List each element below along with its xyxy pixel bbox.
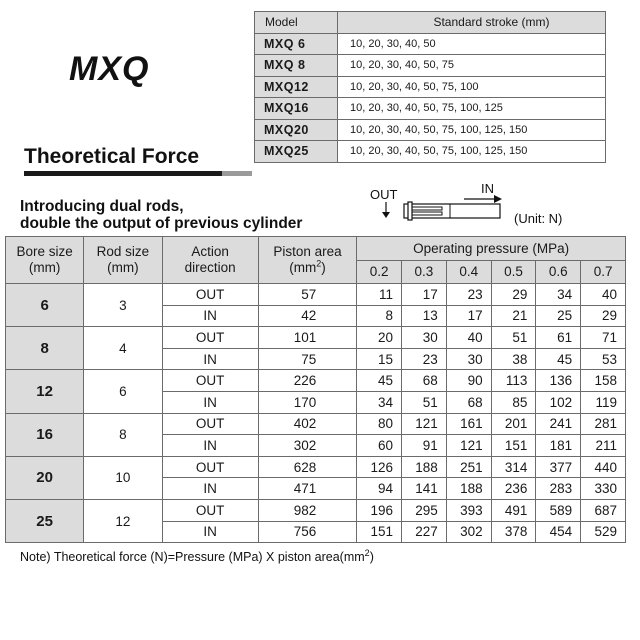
force-value-cell: 302 [446,521,491,543]
force-value-cell: 17 [446,305,491,327]
action-direction-cell: IN [162,521,258,543]
rod-size-header: Rod size (mm) [84,237,162,284]
in-label: IN [481,181,494,196]
action-direction-cell: IN [162,435,258,457]
rod-size-cell: 4 [84,327,162,370]
force-row [6,284,626,306]
model-name: MXQ25 [255,141,338,163]
standard-strokes: 10, 20, 30, 40, 50, 75, 100, 125, 150 [338,141,606,163]
title-underline [24,171,252,176]
force-row [6,370,626,392]
force-value-cell: 25 [536,305,581,327]
model-row [255,33,606,55]
section-title: Theoretical Force [24,145,200,168]
force-value-cell: 295 [402,499,447,521]
force-value-cell: 236 [491,478,536,500]
pressure-header: 0.6 [536,261,581,284]
force-value-cell: 30 [446,348,491,370]
operating-pressure-header: Operating pressure (MPa) [357,237,626,261]
force-value-cell: 45 [536,348,581,370]
force-value-cell: 68 [446,391,491,413]
action-direction-cell: OUT [162,456,258,478]
pressure-header: 0.4 [446,261,491,284]
model-name: MXQ 8 [255,55,338,77]
bore-size-cell: 25 [6,499,84,542]
rod-size-cell: 12 [84,499,162,542]
force-value-cell: 181 [536,435,581,457]
force-value-cell: 51 [491,327,536,349]
force-value-cell: 38 [491,348,536,370]
force-value-cell: 29 [491,284,536,306]
standard-strokes: 10, 20, 30, 40, 50 [338,33,606,55]
piston-area-cell: 75 [258,348,356,370]
pressure-header: 0.7 [581,261,626,284]
force-value-cell: 188 [402,456,447,478]
force-row [6,456,626,478]
force-value-cell: 60 [357,435,402,457]
action-direction-cell: OUT [162,499,258,521]
bore-size-cell: 20 [6,456,84,499]
piston-area-cell: 226 [258,370,356,392]
action-direction-cell: IN [162,478,258,500]
series-logo: MXQ [69,50,150,88]
force-value-cell: 126 [357,456,402,478]
force-value-cell: 85 [491,391,536,413]
action-direction-header: Action direction [162,237,258,284]
action-direction-cell: OUT [162,413,258,435]
force-value-cell: 21 [491,305,536,327]
action-direction-cell: IN [162,305,258,327]
force-value-cell: 71 [581,327,626,349]
force-value-cell: 13 [402,305,447,327]
force-value-cell: 158 [581,370,626,392]
pressure-header: 0.2 [357,261,402,284]
out-label: OUT [370,187,398,202]
standard-strokes: 10, 20, 30, 40, 50, 75, 100 [338,76,606,98]
force-value-cell: 227 [402,521,447,543]
force-value-cell: 45 [357,370,402,392]
bore-size-cell: 12 [6,370,84,413]
action-direction-cell: OUT [162,327,258,349]
model-row [255,76,606,98]
force-value-cell: 40 [581,284,626,306]
force-value-cell: 15 [357,348,402,370]
piston-area-cell: 756 [258,521,356,543]
force-value-cell: 589 [536,499,581,521]
piston-area-cell: 170 [258,391,356,413]
force-value-cell: 687 [581,499,626,521]
piston-area-cell: 42 [258,305,356,327]
bore-size-cell: 16 [6,413,84,456]
stroke-header: Standard stroke (mm) [338,12,606,34]
force-value-cell: 188 [446,478,491,500]
force-value-cell: 454 [536,521,581,543]
force-value-cell: 29 [581,305,626,327]
rod-size-cell: 10 [84,456,162,499]
intro-text [20,198,302,232]
force-value-cell: 314 [491,456,536,478]
piston-area-cell: 402 [258,413,356,435]
rod-size-cell: 6 [84,370,162,413]
force-value-cell: 80 [357,413,402,435]
force-value-cell: 53 [581,348,626,370]
force-value-cell: 11 [357,284,402,306]
force-value-cell: 377 [536,456,581,478]
rod-size-cell: 3 [84,284,162,327]
force-value-cell: 141 [402,478,447,500]
force-value-cell: 281 [581,413,626,435]
cylinder-diagram-graphic [368,180,508,226]
force-value-cell: 330 [581,478,626,500]
piston-area-cell: 628 [258,456,356,478]
action-direction-cell: OUT [162,284,258,306]
force-value-cell: 51 [402,391,447,413]
theoretical-force-table [5,236,626,543]
model-row [255,119,606,141]
force-row [6,327,626,349]
force-value-cell: 90 [446,370,491,392]
piston-area-header: Piston area $(mm^2)$ [258,237,356,284]
piston-area-cell: 57 [258,284,356,306]
force-value-cell: 136 [536,370,581,392]
force-value-cell: 23 [446,284,491,306]
pressure-header: 0.5 [491,261,536,284]
standard-strokes: 10, 20, 30, 40, 50, 75, 100, 125, 150 [338,119,606,141]
force-row [6,499,626,521]
force-value-cell: 196 [357,499,402,521]
force-value-cell: 211 [581,435,626,457]
force-value-cell: 68 [402,370,447,392]
force-value-cell: 102 [536,391,581,413]
force-value-cell: 34 [357,391,402,413]
force-row [6,413,626,435]
model-name: MXQ 6 [255,33,338,55]
force-value-cell: 251 [446,456,491,478]
standard-strokes: 10, 20, 30, 40, 50, 75 [338,55,606,77]
force-value-cell: 30 [402,327,447,349]
model-stroke-table [254,11,606,163]
piston-area-cell: 302 [258,435,356,457]
unit-label: (Unit: N) [514,211,563,226]
cylinder-diagram [368,180,508,226]
force-value-cell: 20 [357,327,402,349]
force-value-cell: 161 [446,413,491,435]
force-value-cell: 61 [536,327,581,349]
force-value-cell: 241 [536,413,581,435]
force-value-cell: 491 [491,499,536,521]
force-value-cell: 8 [357,305,402,327]
bore-size-cell: 6 [6,284,84,327]
model-name: MXQ12 [255,76,338,98]
force-value-cell: 121 [446,435,491,457]
model-row [255,98,606,120]
force-value-cell: 440 [581,456,626,478]
model-name: MXQ16 [255,98,338,120]
force-value-cell: 17 [402,284,447,306]
model-row [255,141,606,163]
force-value-cell: 151 [357,521,402,543]
intro-line-1: Introducing dual rods, [20,198,184,215]
force-value-cell: 201 [491,413,536,435]
force-value-cell: 94 [357,478,402,500]
model-row [255,55,606,77]
force-value-cell: 529 [581,521,626,543]
force-value-cell: 283 [536,478,581,500]
action-direction-cell: IN [162,348,258,370]
model-name: MXQ20 [255,119,338,141]
force-value-cell: 34 [536,284,581,306]
force-value-cell: 113 [491,370,536,392]
force-value-cell: 91 [402,435,447,457]
rod-size-cell: 8 [84,413,162,456]
force-value-cell: 23 [402,348,447,370]
bore-size-cell: 8 [6,327,84,370]
force-value-cell: 121 [402,413,447,435]
action-direction-cell: IN [162,391,258,413]
pressure-header: 0.3 [402,261,447,284]
intro-line-2: double the output of previous cylinder [20,215,303,232]
piston-area-cell: 101 [258,327,356,349]
force-value-cell: 119 [581,391,626,413]
force-value-cell: 393 [446,499,491,521]
piston-area-cell: 471 [258,478,356,500]
action-direction-cell: OUT [162,370,258,392]
force-value-cell: 40 [446,327,491,349]
bore-size-header: Bore size (mm) [6,237,84,284]
force-value-cell: 378 [491,521,536,543]
piston-area-cell: 982 [258,499,356,521]
model-header: Model [255,12,338,34]
force-value-cell: 151 [491,435,536,457]
standard-strokes: 10, 20, 30, 40, 50, 75, 100, 125 [338,98,606,120]
formula-note: Note) Theoretical force (N)=Pressure (MPa) X piston $area(mm^2)$ [20,547,374,564]
